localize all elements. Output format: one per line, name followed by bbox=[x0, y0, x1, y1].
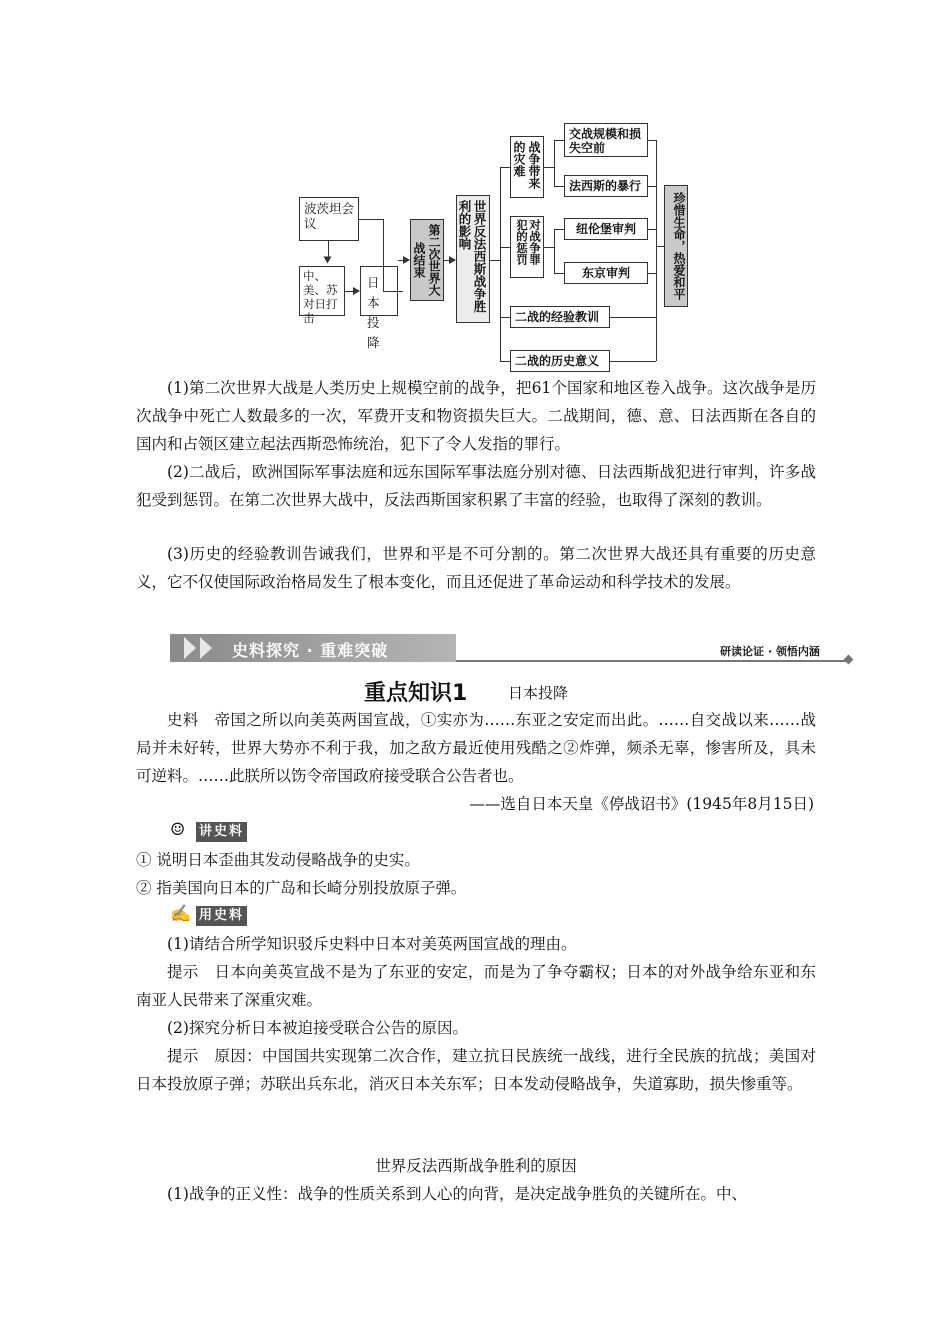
diagram-lessons: 二战的经验教训 bbox=[510, 306, 610, 328]
diagram-significance: 二战的历史意义 bbox=[510, 350, 610, 372]
diagram-punish: 对战争罪犯的惩罚 bbox=[510, 216, 544, 278]
diagram-nuremberg: 纽伦堡审判 bbox=[564, 218, 648, 240]
banner-title: 史料探究 · 重难突破 bbox=[232, 641, 389, 660]
source-citation: ——选自日本天皇《停战诏书》(1945年8月15日) bbox=[469, 795, 814, 813]
last-paragraph: (1)战争的正义性：战争的性质关系到人心的向背，是决定战争胜负的关键所在。中、 bbox=[167, 1185, 747, 1203]
question-2: (2)探究分析日本被迫接受联合公告的原因。 bbox=[167, 1019, 468, 1037]
section-heading: 重点知识1 bbox=[364, 681, 468, 706]
answer-2: 提示 原因：中国国共实现第二次合作，建立抗日民族统一战线，进行全民族的抗战；美国对日本投放原子弹；苏联出兵东北，消灭日本关东军；日本发动侵略战争，失道寡助，损失惨重等。 bbox=[136, 1047, 816, 1093]
teacher-icon: ☺ bbox=[170, 820, 186, 840]
pen-icon: ✍ bbox=[170, 904, 192, 924]
diagram-tokyo: 东京审判 bbox=[564, 262, 648, 284]
explain-tag: 讲史料 bbox=[196, 822, 247, 842]
diagram-japan-surrender: 日本投降 bbox=[360, 266, 398, 316]
paragraph-3: (3)历史的经验教训告诫我们，世界和平是不可分割的。第二次世界大战还具有重要的历史意义，它不仅使国际政治格局发生了根本变化，而且还促进了革命运动和科学技术的发展。 bbox=[136, 545, 816, 591]
paragraph-1: (1)第二次世界大战是人类历史上规模空前的战争，把61个国家和地区卷入战争。这次战争是历次战争中死亡人数最多的一次，军费开支和物资损失巨大。二战期间，德、意、日法西斯在各自的国内和占领区建立起法西斯恐怖统治，犯下了令人发指的罪行。 bbox=[136, 379, 816, 453]
diagram-disaster: 战争带来的灾难 bbox=[510, 136, 544, 198]
explain-item-2: ② 指美国向日本的广岛和长崎分别投放原子弹。 bbox=[136, 879, 467, 897]
diagram-allies-strike: 中、美、苏对日打击 bbox=[299, 266, 345, 316]
question-1: (1)请结合所学知识驳斥史料中日本对美英两国宣战的理由。 bbox=[167, 935, 577, 953]
subheading: 世界反法西斯战争胜利的原因 bbox=[375, 1157, 577, 1175]
diagram-scale: 交战规模和损失空前 bbox=[564, 123, 648, 157]
banner-divider bbox=[456, 660, 848, 662]
diagram-impact: 世界反法西斯战争胜利的影响 bbox=[456, 195, 490, 323]
diagram-ww2-end: 第二次世界大战结束 bbox=[410, 219, 444, 301]
diagram-potsdam: 波茨坦会议 bbox=[299, 197, 359, 241]
banner-right-text: 研读论证 · 领悟内涵 bbox=[720, 645, 820, 658]
paragraph-2: (2)二战后，欧洲国际军事法庭和远东国际军事法庭分别对德、日法西斯战犯进行审判，许多战犯受到惩罚。在第二次世界大战中，反法西斯国家积累了丰富的经验，也取得了深刻的教训。 bbox=[136, 463, 816, 509]
source-text: 史料 帝国之所以向美英两国宣战，①实亦为……东亚之安定而出此。……自交战以来……战局并未好转，世界大势亦不利于我，加之敌方最近使用残酷之②炸弹，频杀无辜，惨害所及，具未可逆料。……此朕所以饬令帝国政府接受联合公告者也。 bbox=[136, 711, 816, 785]
diamond-icon bbox=[844, 655, 854, 665]
section-banner bbox=[170, 634, 456, 662]
explain-item-1: ① 说明日本歪曲其发动侵略战争的史实。 bbox=[136, 851, 420, 869]
use-tag: 用史料 bbox=[196, 906, 247, 926]
answer-1: 提示 日本向美英宣战不是为了东亚的安定，而是为了争夺霸权；日本的对外战争给东亚和东南亚人民带来了深重灾难。 bbox=[136, 963, 816, 1009]
diagram-fascist: 法西斯的暴行 bbox=[564, 175, 648, 197]
diagram-cherish: 珍惜生命，热爱和平 bbox=[664, 185, 688, 307]
section-subtitle: 日本投降 bbox=[508, 684, 569, 702]
